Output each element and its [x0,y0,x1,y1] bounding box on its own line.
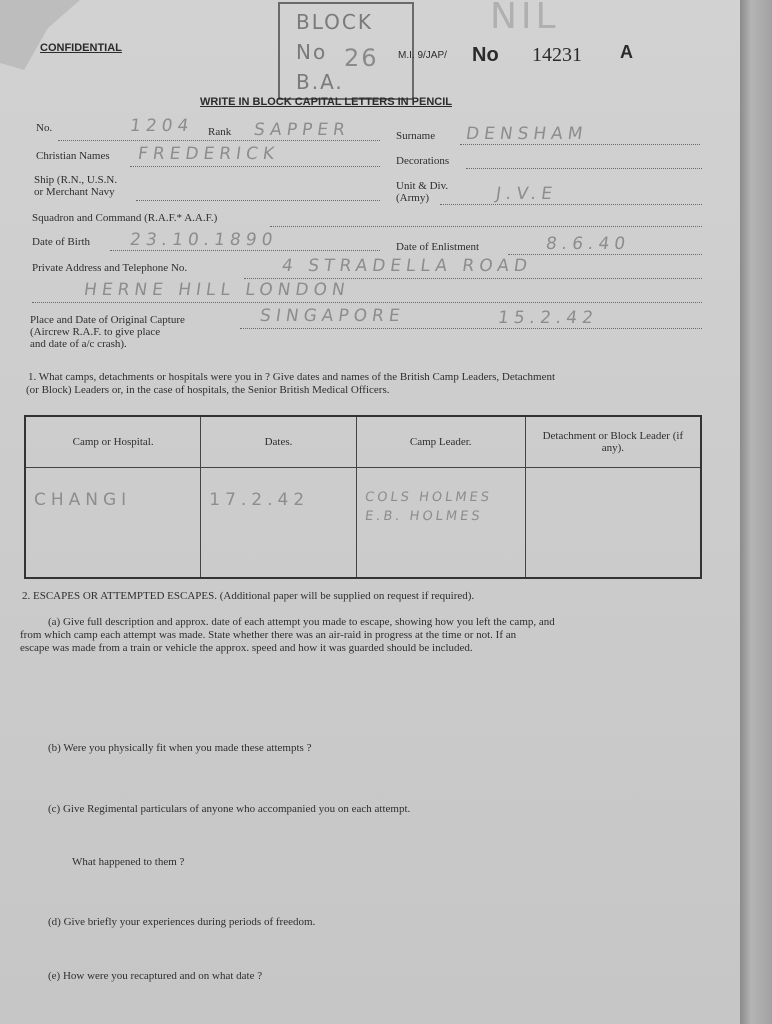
no-rank-line [58,140,380,141]
dob-value: 23.10.1890 [128,230,279,250]
capture-label-3: and date of a/c crash). [30,338,127,350]
address-line-2: HERNE HILL LONDON [82,280,351,300]
leader-value-1: COLS HOLMES [363,490,493,505]
squadron-label: Squadron and Command (R.A.F.* A.A.F.) [32,212,218,224]
christian-names-value: FREDERICK [136,144,281,164]
christian-names-label: Christian Names [36,150,110,162]
detachment-cell [525,468,701,579]
col-camp-leader: Camp Leader. [356,416,525,468]
surname-value: DENSHAM [464,124,589,144]
instruction-heading: WRITE IN BLOCK CAPITAL LETTERS IN PENCIL [200,96,452,108]
surname-label: Surname [396,130,436,142]
q2a-text-1: (a) Give full description and approx. date of each attempt you made to escape, showing how you left the camp, and [48,616,555,628]
capture-date: 15.2.42 [496,308,600,328]
leader-cell [356,468,525,579]
camp-cell [25,468,201,579]
ship-label-2: or Merchant Navy [34,186,115,198]
q2e-text: (e) How were you recaptured and on what date ? [48,970,263,982]
form-reference: M.I. 9/JAP/ [398,50,447,61]
enlistment-label: Date of Enlistment [396,241,480,253]
christian-line [130,166,380,167]
q2d-text: (d) Give briefly your experiences during periods of freedom. [48,916,316,928]
dob-label: Date of Birth [32,236,91,248]
q2c-followup: What happened to them ? [72,856,185,868]
address-label: Private Address and Telephone No. [32,262,188,274]
enlistment-line [508,254,702,255]
address-line-rule-1 [244,278,702,279]
no-value: 1204 [128,116,195,136]
col-dates: Dates. [201,416,356,468]
unit-label-2: (Army) [396,192,429,204]
q2c-text: (c) Give Regimental particulars of anyone who accompanied you on each attempt. [48,803,411,815]
address-line-rule-2 [32,302,702,303]
capture-line [240,328,702,329]
block-stamp [278,2,414,100]
stamp-number: 26 [344,44,379,72]
col-detachment-leader: Detachment or Block Leader (if any). [525,416,701,468]
unit-line [440,204,702,205]
surname-line [460,144,700,145]
form-suffix: A [620,42,633,62]
nil-mark: NIL [490,0,560,37]
leader-value-2: E.B. HOLMES [363,509,484,524]
address-line-1: 4 STRADELLA ROAD [280,256,534,276]
col-camp-or-hospital: Camp or Hospital. [25,416,201,468]
confidential-label: CONFIDENTIAL [40,42,122,54]
decorations-line [466,168,702,169]
ship-label-1: Ship (R.N., U.S.N. [34,174,118,186]
q2-title: 2. ESCAPES OR ATTEMPTED ESCAPES. (Additional paper will be supplied on request if required). [22,590,475,602]
table-row [25,468,701,579]
q2a-text-3: escape was made from a train or vehicle the approx. speed and how it was guarded should be included. [20,642,473,654]
camps-table [24,415,702,579]
stamp-line-3: B.A. [296,70,344,94]
capture-label-1: Place and Date of Original Capture [30,314,185,326]
stamp-line-2: No [296,40,328,64]
q2b-text: (b) Were you physically fit when you made these attempts ? [48,742,312,754]
torn-corner [0,0,80,70]
no-label: No. [36,122,53,134]
form-number: 14231 [532,44,582,66]
dates-value: 17.2.42 [209,490,310,510]
unit-value: J.V.E [494,184,559,204]
q2a-text-2: from which camp each attempt was made. State whether there was an air-raid in progress at the time or not. If an [20,629,517,641]
number-label: No [472,44,499,66]
enlistment-value: 8.6.40 [544,234,632,254]
squadron-line [270,226,702,227]
q1-text-2: (or Block) Leaders or, in the case of hospitals, the Senior British Medical Officers. [26,384,390,396]
dob-line [110,250,380,251]
stamp-line-1: BLOCK [296,10,373,34]
page-edge-stack [740,0,772,1024]
rank-label: Rank [208,126,232,138]
ship-line [136,200,380,201]
decorations-label: Decorations [396,155,450,167]
rank-value: SAPPER [252,120,352,140]
dates-cell [201,468,356,579]
q1-text-1: 1. What camps, detachments or hospitals were you in ? Give dates and names of the British Camp Leaders, Detachment [28,371,556,383]
capture-label-2: (Aircrew R.A.F. to give place [30,326,161,338]
capture-place: SINGAPORE [258,306,406,326]
unit-label-1: Unit & Div. [396,180,449,192]
camp-value: CHANGI [34,490,132,510]
